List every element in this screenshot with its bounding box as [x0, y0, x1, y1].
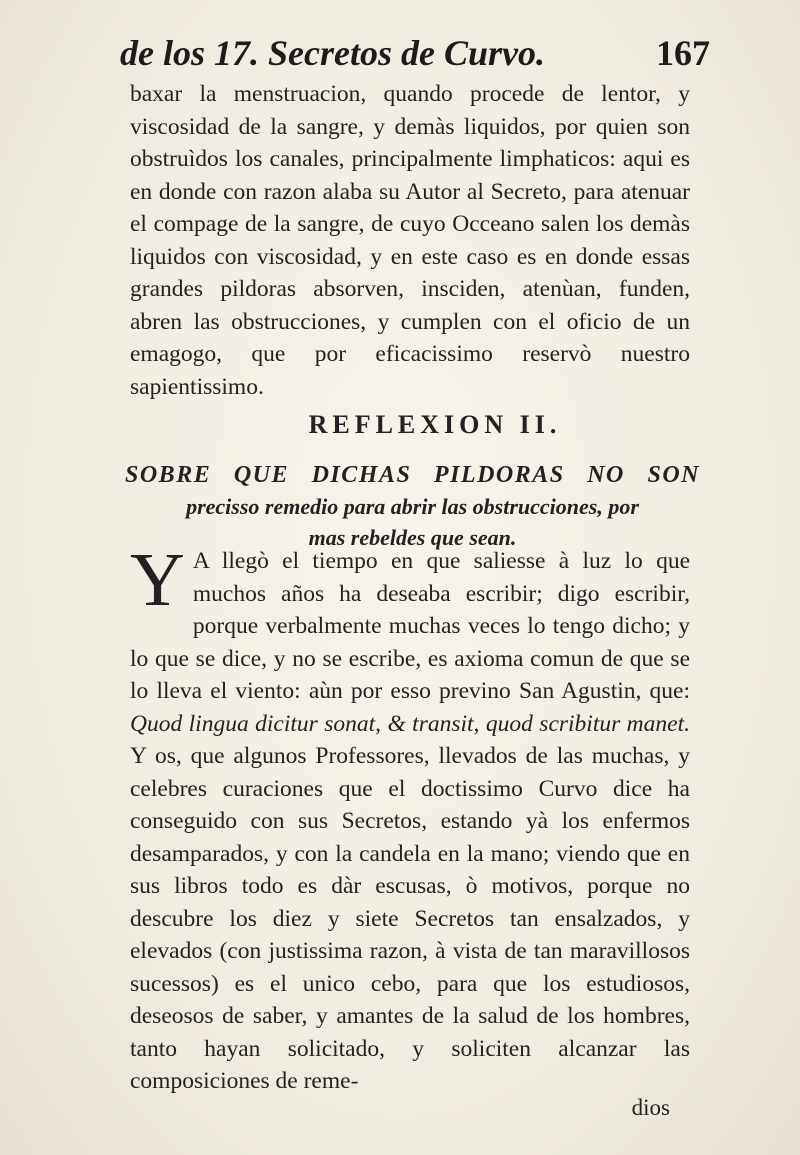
subtitle-line-2: precisso remedio para abrir las obstrucciones, por — [186, 494, 639, 519]
running-title: de los 17. Secretos de Curvo. — [120, 33, 545, 73]
paragraph-2-text-b: Y os, que algunos Professores, llevados de las muchas, y celebres curaciones que el doctissimo Curvo dice ha conseguido con sus Secretos, estando yà los enfermos desamparados, y con la candela en la mano; viendo que en sus libros todo es dàr escusas, ò motivos, porque no descubre los diez y siete Secretos tan ensalzados, y elevados (con justissima razon, à vista de tan maravillosos sucessos) es el unico cebo, para que los estudiosos, deseosos de saber, y amantes de la salud de los hombres, tanto hayan solicitado, y soliciten alcanzar las composiciones de reme- — [130, 743, 690, 1094]
subtitle-line-1: SOBRE QUE DICHAS PILDORAS NO SON — [125, 462, 700, 488]
catchword: dios — [631, 1095, 670, 1120]
drop-cap: Y — [130, 538, 185, 622]
subtitle-line-3: mas rebeldes que sean. — [308, 525, 517, 550]
paragraph-1: baxar la menstruacion, quando procede de lentor, y viscosidad de la sangre, y demàs liquidos, por quien son obstruìdos los canales, principalmente limphaticos: aqui es en donde con razon alaba su Autor al Secreto, para atenuar el compage de la sangre, de cuyo Occeano salen los demàs liquidos con viscosidad, y en este caso es en donde essas grandes pildoras absorven, insciden, atenùan, funden, abren las obstrucciones, y cumplen con el oficio de un emagogo, que por eficacissimo reservò nuestro sapientissimo. — [130, 81, 690, 400]
latin-quote: Quod lingua dicitur sonat, & transit, quod scribitur manet. — [130, 710, 690, 737]
section-subtitle — [125, 460, 700, 553]
paragraph-2 — [130, 538, 690, 1098]
page-header — [120, 32, 710, 72]
page-number: 167 — [656, 33, 710, 73]
paragraph-2-text-a: A llegò el tiempo en que saliesse à luz lo que muchos años ha deseaba escribir; digo escribir, porque verbalmente muchas veces lo tengo dicho; y lo que se dice, y no se escribe, es axioma comun de que se lo lleva el viento: aùn por esso previno San Agustin, que: — [130, 548, 690, 704]
section-heading: REFLEXION II. — [308, 410, 562, 439]
